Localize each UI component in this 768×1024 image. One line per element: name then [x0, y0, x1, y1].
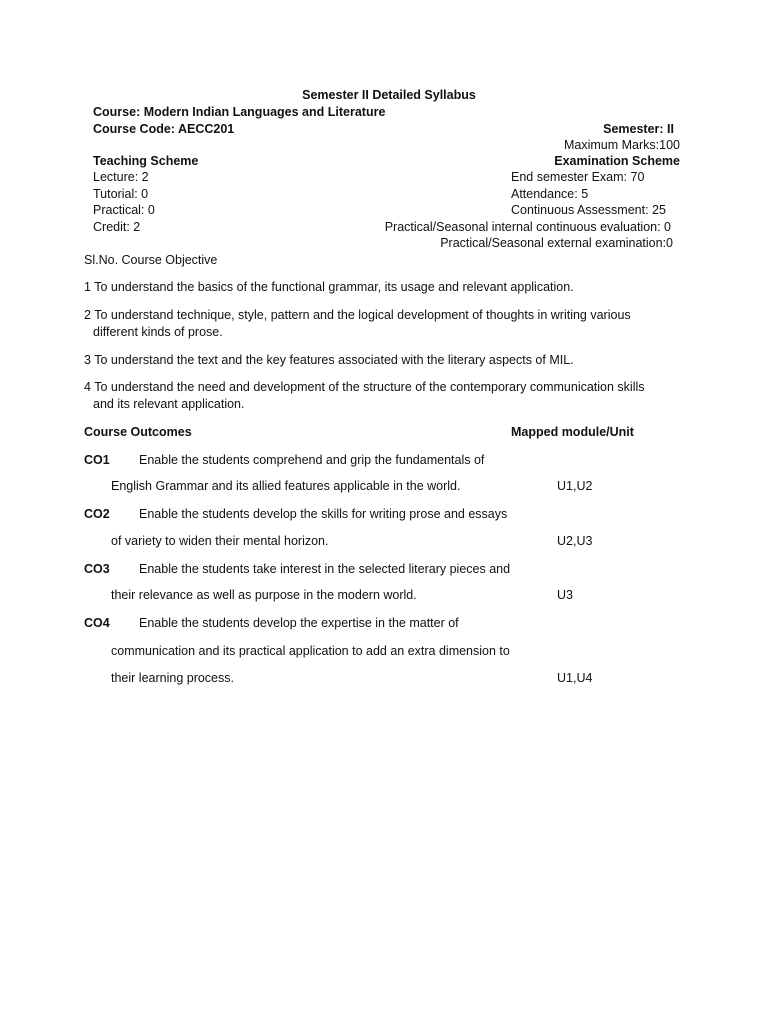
- exam-attendance: Attendance: 5: [511, 187, 589, 201]
- maximum-marks: Maximum Marks:100: [564, 138, 680, 152]
- teaching-lecture: Lecture: 2: [93, 170, 149, 184]
- outcome-text: Enable the students take interest in the selected literary pieces and: [139, 562, 511, 576]
- objective-item: [84, 379, 645, 395]
- objective-text-continued: and its relevant application.: [93, 397, 245, 411]
- exam-external-examination: Practical/Seasonal external examination:0: [440, 236, 673, 250]
- outcome-code: CO4: [84, 616, 110, 630]
- exam-end-semester: End semester Exam: 70: [511, 170, 645, 184]
- objective-number: 3: [84, 353, 91, 367]
- teaching-practical: Practical: 0: [93, 203, 155, 217]
- objective-number: 1: [84, 280, 91, 294]
- semester-label: Semester: II: [603, 122, 674, 136]
- outcome-units: U1,U2: [557, 479, 593, 493]
- exam-internal-evaluation: Practical/Seasonal internal continuous evaluation: 0: [384, 220, 671, 234]
- outcome-text: Enable the students develop the expertise in the matter of: [139, 616, 459, 630]
- page-title: Semester II Detailed Syllabus: [302, 88, 476, 102]
- outcome-code: CO1: [84, 453, 110, 467]
- teaching-scheme-heading: Teaching Scheme: [93, 154, 199, 168]
- objective-text: To understand the basics of the functional grammar, its usage and relevant application.: [94, 280, 574, 294]
- objective-text: To understand the text and the key features associated with the literary aspects of MIL.: [94, 353, 574, 367]
- objective-item: [84, 307, 631, 323]
- objective-number: 4: [84, 380, 91, 394]
- teaching-credit: Credit: 2: [93, 220, 141, 234]
- outcome-text-continued: communication and its practical application to add an extra dimension to: [111, 644, 510, 658]
- outcome-text: Enable the students comprehend and grip the fundamentals of: [139, 453, 485, 467]
- outcome-units: U1,U4: [557, 671, 593, 685]
- outcome-text-continued: of variety to widen their mental horizon.: [111, 534, 329, 548]
- mapped-unit-heading: Mapped module/Unit: [511, 425, 634, 439]
- objective-text: To understand the need and development of the structure of the contemporary communication skills: [94, 380, 645, 394]
- teaching-tutorial: Tutorial: 0: [93, 187, 149, 201]
- objective-text-continued: different kinds of prose.: [93, 325, 223, 339]
- exam-continuous-assessment: Continuous Assessment: 25: [511, 203, 666, 217]
- outcome-text-continued: their relevance as well as purpose in the modern world.: [111, 588, 417, 602]
- objective-number: 2: [84, 308, 91, 322]
- course-code: Course Code: AECC201: [93, 122, 235, 136]
- objectives-heading: Sl.No. Course Objective: [84, 253, 218, 267]
- outcome-units: U3: [557, 588, 573, 602]
- outcome-code: CO3: [84, 562, 110, 576]
- objective-item: [84, 279, 574, 295]
- outcome-text: Enable the students develop the skills for writing prose and essays: [139, 507, 508, 521]
- outcome-text-continued: their learning process.: [111, 671, 234, 685]
- outcome-units: U2,U3: [557, 534, 593, 548]
- outcome-text-continued: English Grammar and its allied features applicable in the world.: [111, 479, 461, 493]
- objective-text: To understand technique, style, pattern and the logical development of thoughts in writing various: [94, 308, 631, 322]
- outcomes-heading: Course Outcomes: [84, 425, 192, 439]
- exam-scheme-heading: Examination Scheme: [554, 154, 680, 168]
- course-name: Course: Modern Indian Languages and Literature: [93, 105, 386, 119]
- outcome-code: CO2: [84, 507, 110, 521]
- objective-item: [84, 352, 574, 368]
